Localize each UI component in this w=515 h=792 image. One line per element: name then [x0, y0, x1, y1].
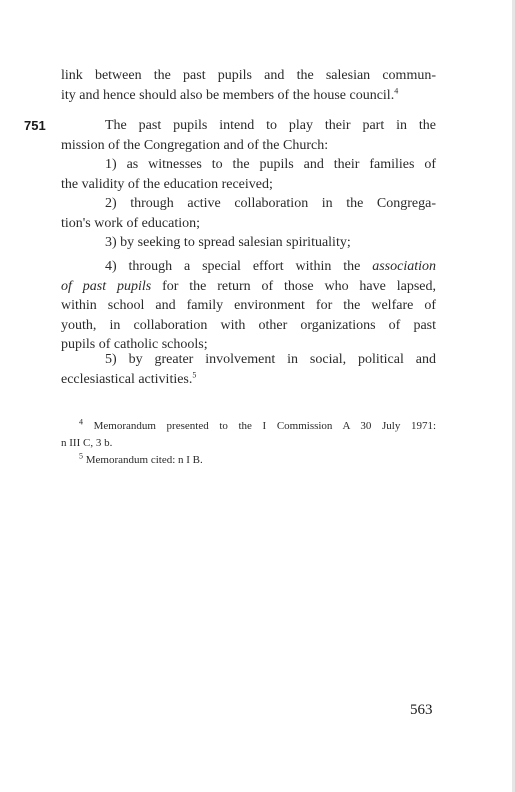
- list-item-4: [61, 257, 436, 355]
- item1-line-2: the validity of the education received;: [61, 176, 273, 192]
- item3-line-1: 3) by seeking to spread salesian spirituality;: [105, 235, 351, 250]
- footnote-4-mark: 4: [79, 417, 83, 427]
- paragraph-margin-number: 751: [24, 118, 46, 133]
- para751-line-2: mission of the Congregation and of the Church:: [61, 137, 329, 153]
- intro-paragraph: [61, 66, 436, 105]
- footnote-4-line-2: n III C, 3 b.: [61, 437, 113, 449]
- list-item-1: [61, 155, 436, 194]
- list-item-5: [61, 350, 436, 389]
- item2-line-2: tion's work of education;: [61, 215, 200, 231]
- item5-line-2: [61, 370, 436, 390]
- footnotes: [61, 418, 436, 469]
- item4-line-1-italic: association: [372, 259, 436, 274]
- item4-line-2-text: for the return of those who have lapsed,: [162, 278, 436, 294]
- item5-line-1: 5) by greater involvement in social, political and: [105, 352, 436, 367]
- item4-line-1: [61, 257, 436, 277]
- item4-line-5: pupils of catholic schools;: [61, 337, 208, 352]
- footnote-4-line-1: [61, 418, 436, 435]
- footnote-ref-5: 5: [192, 369, 197, 379]
- intro-line-2: [61, 86, 436, 106]
- item1-line-1: 1) as witnesses to the pupils and their families of: [105, 157, 436, 172]
- paragraph-751: [61, 116, 436, 155]
- item4-line-4: youth, in collaboration with other organizations of past: [61, 317, 436, 333]
- footnote-5: [61, 452, 436, 469]
- item4-line-2: [61, 277, 436, 297]
- footnote-5-text: Memorandum cited: n I B.: [85, 454, 203, 466]
- item4-line-2-italic: of past pupils: [61, 278, 152, 294]
- item5-line-2-text: ecclesiastical activities.: [61, 371, 193, 387]
- page-number: 563: [410, 702, 433, 718]
- footnote-4-text: Memorandum presented to the I Commission A 30 July 1971:: [93, 420, 437, 432]
- para751-line-1: The past pupils intend to play their part in the: [105, 118, 436, 133]
- intro-line-2-text: ity and hence should also be members of the house council.: [61, 87, 395, 103]
- list-item-2: [61, 194, 436, 233]
- intro-line-1: link between the past pupils and the salesian commun-: [61, 68, 436, 83]
- list-item-3: [61, 233, 436, 253]
- footnote-ref-4: 4: [394, 85, 399, 95]
- footnote-5-mark: 5: [79, 451, 83, 461]
- item2-line-1: 2) through active collaboration in the Congrega-: [105, 196, 436, 211]
- item4-line-3: within school and family environment for the welfare of: [61, 298, 436, 313]
- item4-line-1-text: 4) through a special effort within the: [105, 259, 361, 274]
